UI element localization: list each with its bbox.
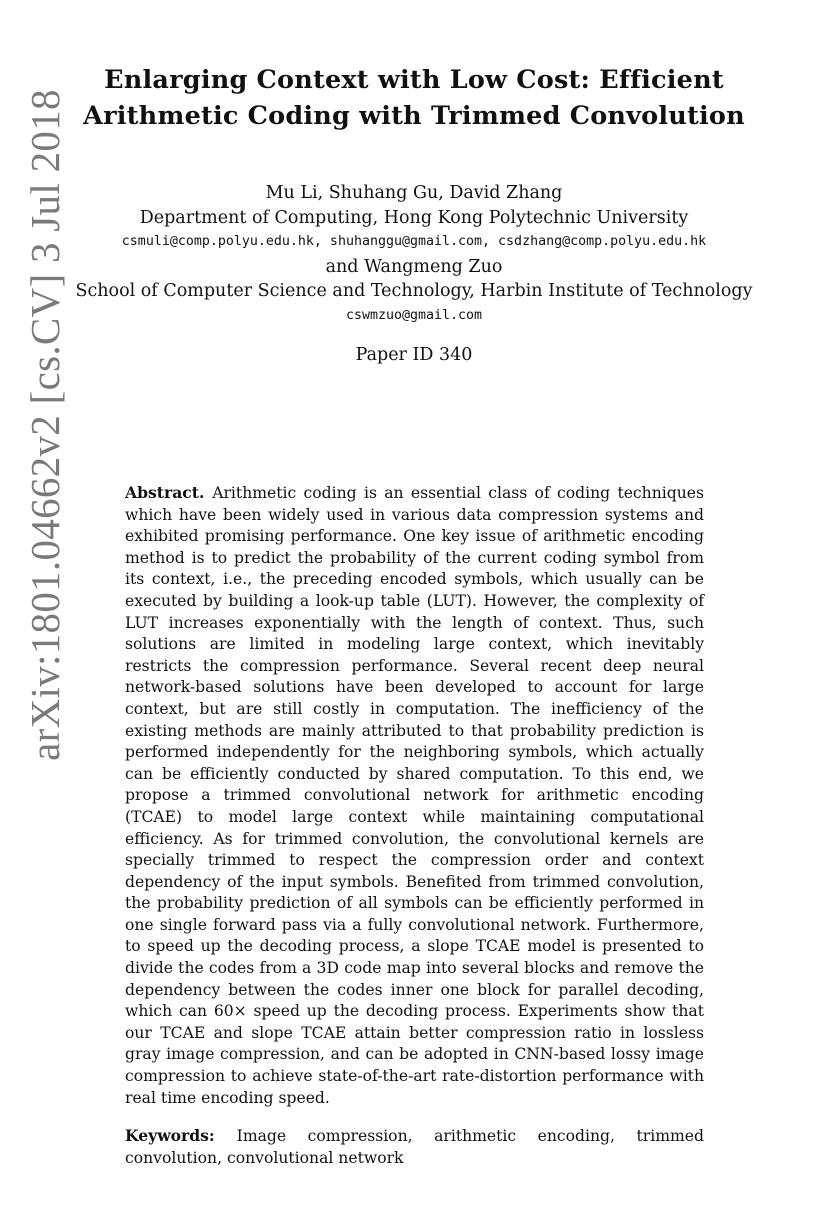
paper-title-line-1: Enlarging Context with Low Cost: Efficient [104, 65, 724, 95]
affiliation-1: Department of Computing, Hong Kong Polytechnic University [139, 207, 689, 228]
author-names-2: and Wangmeng Zuo [325, 256, 503, 277]
author-emails-1: csmuli@comp.polyu.edu.hk, shuhanggu@gmail.com, csdzhang@comp.polyu.edu.hk [121, 234, 707, 249]
author-emails-2: cswmzuo@gmail.com [345, 307, 483, 323]
paper-title [70, 62, 758, 134]
paper-id: Paper ID 340 [355, 345, 473, 365]
keywords-text: Image compression, arithmetic encoding, trimmed convolution, convolutional network [125, 1127, 704, 1167]
keywords-label: Keywords: [125, 1126, 237, 1145]
abstract-text: Arithmetic coding is an essential class of coding techniques which have been widely used in various data compression systems and exhibited promising performance. One key issue of arithmetic encoding method is to predict the probability of the current coding symbol from its context, i.e., the preceding encoded symbols, which usually can be executed by building a look-up table (LUT). However, the complexity of LUT increases exponentially with the length of context. Thus, such solutions are limited in modeling large context, which inevitably restricts the compression performance. Several recent deep neural network-based solutions have been developed to account for large context, but are still costly in computation. The inefficiency of the existing methods are mainly attributed to that probability prediction is performed independently for the neighboring symbols, which actually can be efficiently conducted by shared computation. To this end, we propose a trimmed convolutional network for arithmetic encoding (TCAE) to model large context while maintaining computational efficiency. As for trimmed convolution, the convolutional kernels are specially trimmed to respect the compression order and context dependency of the input symbols. Benefited from trimmed convolution, the probability prediction of all symbols can be efficiently performed in one single forward pass via a fully convolutional network. Furthermore, to speed up the decoding process, a slope TCAE model is presented to divide the codes from a 3D code map into several blocks and remove the dependency between the codes inner one block for parallel decoding, which can 60× speed up the decoding process. Experiments show that our TCAE and slope TCAE attain better compression ratio in lossless gray image compression, and can be adopted in CNN-based lossy image compression to achieve state-of-the-art rate-distortion performance with real time encoding speed. [125, 484, 704, 1107]
paper-title-line-2: Arithmetic Coding with Trimmed Convolution [83, 101, 745, 131]
arxiv-identifier-stamp: arXiv:1801.04662v2 [cs.CV] 3 Jul 2018 [22, 89, 68, 761]
keywords [125, 1125, 704, 1169]
author-block [60, 181, 768, 328]
author-names-1: Mu Li, Shuhang Gu, David Zhang [265, 183, 563, 203]
abstract-label: Abstract. [125, 483, 213, 502]
affiliation-2: School of Computer Science and Technology, Harbin Institute of Technology [75, 281, 753, 301]
abstract [125, 482, 704, 1109]
